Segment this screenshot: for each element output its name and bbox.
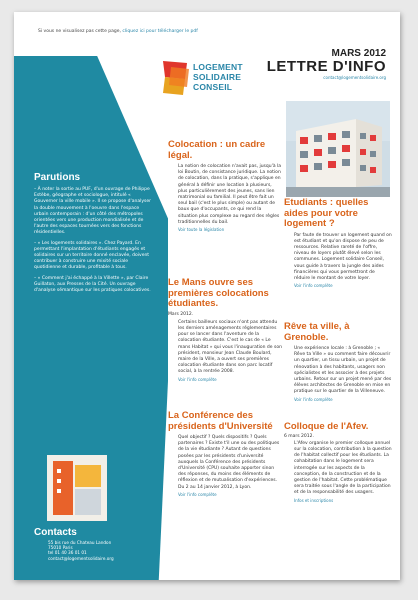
- contact-phone: tel 01 40 36 01 01: [48, 550, 87, 556]
- read-more-link[interactable]: Voir toute la législation: [178, 227, 225, 233]
- article-body: Quel objectif ? Quels dispositifs ? Quels partenaires ? Existe t'il une ou des politiques de la vie étudiante ? Autant de questions posées par les présidents d'université auxquels la Conférence des présidents d'Université (CPU) souhaite apporter sinon des réponses, du moins des éléments de réflexion et de mutualisation d'expériences.: [178, 435, 280, 484]
- parutions-item-1: – À noter la sortie au PUF, d'un ouvrage de Philippe Estèbe, géographe et sociologue, intitulé « Gouverner la ville mobile ». Il se propose d'analyser la double mouvement à l'oeuvre dans l'espace urbain contemporain : d'un côté des métropoles orientées vers une production mondialisée et de l'autre des espaces tournées vers des fonctions résidentielles.: [34, 187, 151, 236]
- article-body: La notion de colocation n'avait pas, jusqu'à la loi Boutin, de consistance juridique. La notion de colocation, dans la pratique, s'applique en général à définir une location à plusieurs, plus particulièrement des jeunes, sans lien matrimonial ou familial. Il peut être fait un seul bail (c'est le plus simple) ou autant de baux que d'occupants, ce qui rend la situation plus complexe au regard des règles traditionnelles du bail.: [178, 164, 282, 225]
- article-heading: La Conférence des présidents d'Université: [168, 410, 273, 432]
- contacts-heading: Contacts: [34, 527, 77, 538]
- article-body: L'Afev organise le premier colloque annuel sur la colocation, contribution à la question de l'habitat collectif pour les étudiants. La cohabitation dans le logement sera interrogée sur les aspects de la conception, de la construction et de la gestion de l'habitat. Cette problématique sera traitée sous l'angle de la participation et de la responsabilité des usagers.: [294, 440, 392, 496]
- logo-shape-icon: [161, 59, 191, 99]
- logo-text-line3: CONSEIL: [193, 82, 233, 92]
- article-body: Une expérience locale : à Grenoble ; « Rêve ta Ville » ou comment faire découvrir un quartier, un tissu urbain, un projet de rénovation à des habitants, usagers non spécialistes et les associer à des projets urbains. Retour sur un projet mené par des élèves architectes de Grenoble en mise en pratique sur le quartier de la Villeneuve.: [294, 346, 392, 395]
- read-more-link[interactable]: Voir l'info complète: [178, 376, 217, 382]
- view-online-notice: Si vous ne visualisez pas cette page, cliquez ici pour télécharger le pdf: [38, 29, 198, 34]
- article-heading: Etudiants : quelles aides pour votre logement ?: [284, 197, 369, 229]
- contacts-section: [34, 527, 144, 561]
- article-colocation: [168, 140, 282, 232]
- article-afev: [284, 422, 392, 503]
- logo: [161, 59, 253, 103]
- article-body: Certains bailleurs sociaux n'ont pas attendu les derniers aménagements réglementaires pour se lancer dans l'aventure de la colocation étudiante. C'est le cas de « Le mans Habitat » qui vous l'inauguration de son président, monsieur Jean Claude Boulard, maire de la Ville, a ouvert ses premières colocation étudiante dans son parc locatif social, à la rentrée 2008.: [178, 319, 282, 375]
- book-cover-image: [47, 455, 107, 521]
- issue-date: MARS 2012: [331, 48, 386, 59]
- contact-email[interactable]: contact@logementsolidaire.org: [48, 555, 114, 561]
- newsletter-page: [14, 12, 400, 580]
- article-date: 6 mars 2012.: [284, 433, 314, 439]
- article-heading: Colloque de l'Afev.: [284, 421, 369, 432]
- parutions-section: [34, 172, 152, 294]
- article-heading: Colocation : un cadre légal.: [168, 139, 266, 161]
- read-more-link[interactable]: Voir l'info complète: [178, 491, 217, 497]
- article-date: Mars 2012.: [168, 311, 194, 317]
- contact-email-link[interactable]: contact@logementsolidaire.org: [323, 75, 386, 80]
- logo-text-line2: SOLIDAIRE: [193, 72, 242, 82]
- article-heading: Le Mans ouvre ses premières colocations étudiantes.: [168, 277, 269, 309]
- article-date: Du 2 au 14 janvier 2012, à Lyon.: [178, 484, 252, 490]
- read-more-link[interactable]: Voir l'info complète: [294, 396, 333, 402]
- read-more-link[interactable]: Infos et inscriptions: [294, 497, 334, 503]
- article-reve: [284, 322, 392, 402]
- download-pdf-link[interactable]: cliquez ici pour télécharger le pdf: [122, 29, 198, 34]
- masthead: [267, 48, 386, 80]
- article-lemans: [168, 278, 282, 382]
- contact-address: 55 bis rue du Chateau Landon: [48, 540, 112, 545]
- logo-text-line1: LOGEMENT: [193, 62, 243, 72]
- read-more-link[interactable]: Voir l'info complète: [294, 283, 333, 289]
- article-body: Par faute de trouver un logement quand on est étudiant et qu'on dispose de peu de ressources. Relative rareté de l'offre, niveau de loyers plutôt élevé selon les communes. Logement solidaire Conseil, vous guide à travers la jungle des aides financières qui vous permettront de réduire le montant de votre loyer.: [294, 232, 392, 281]
- parutions-item-3: – « Comment j'ai échappé à la Villette », par Claire Guillaton, aux Presses de la Cité. Un ouvrage d'analyse sémantique sur les pratiques colocatives.: [34, 275, 151, 294]
- article-heading: Rêve ta ville, à Grenoble.: [284, 321, 350, 343]
- parutions-heading: Parutions: [34, 172, 81, 183]
- article-etudiants: [284, 198, 392, 288]
- article-conference: [168, 411, 282, 497]
- newsletter-title: LETTRE D'INFO: [266, 58, 386, 75]
- contact-city: 75010 Paris: [48, 545, 73, 551]
- building-photo: [286, 101, 390, 197]
- parutions-item-2: – « Les logements solidaires ». Chez Payard. En permettant l'implantation d'étudiants engagés et solidaires sur un territoire donné enclavée, doivent contribuer à construire une mixité sociale quotidienne et durable, profitable à tous.: [34, 240, 150, 271]
